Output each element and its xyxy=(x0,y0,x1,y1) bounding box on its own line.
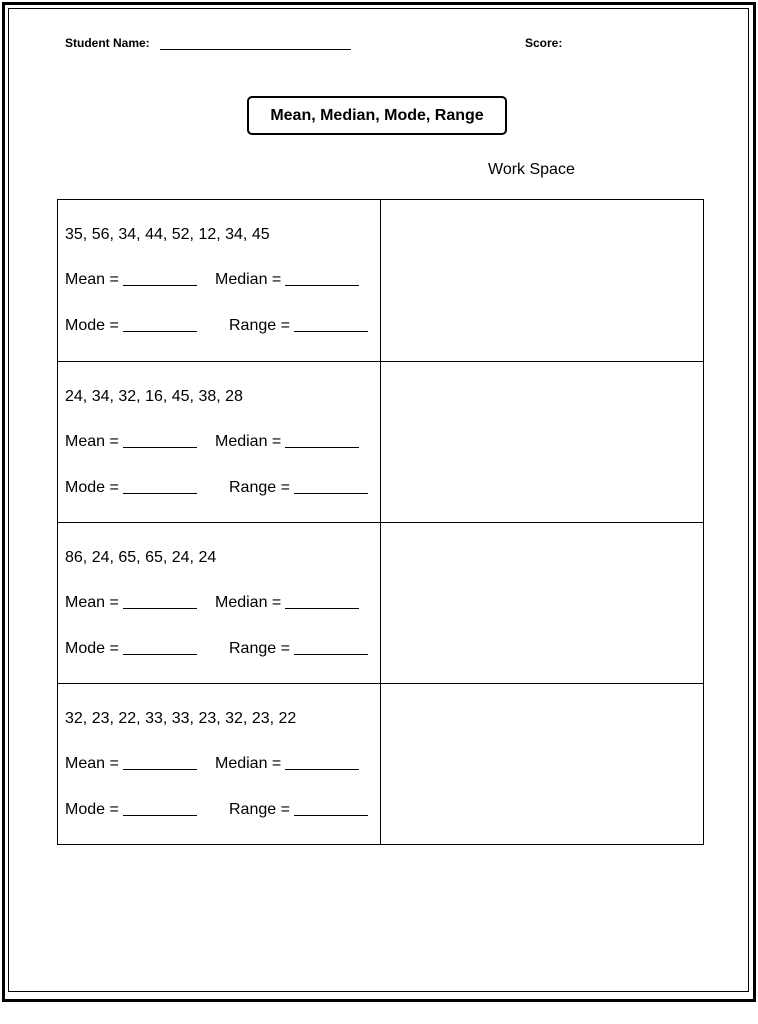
problem-row xyxy=(58,200,703,361)
number-set: 35, 56, 34, 44, 52, 12, 34, 45 xyxy=(65,226,270,243)
number-set: 24, 34, 32, 16, 45, 38, 28 xyxy=(65,388,243,405)
problem-cell xyxy=(58,523,381,684)
student-name-label: Student Name: xyxy=(65,36,150,50)
mode-answer xyxy=(65,479,197,497)
range-answer xyxy=(229,317,368,335)
range-label: Range = xyxy=(229,317,290,334)
median-answer xyxy=(215,433,359,451)
number-set: 86, 24, 65, 65, 24, 24 xyxy=(65,549,217,566)
work-space-cell[interactable] xyxy=(381,684,703,845)
problem-row xyxy=(58,683,703,845)
range-blank[interactable] xyxy=(294,815,368,816)
problem-cell xyxy=(58,200,381,361)
student-name-field[interactable] xyxy=(160,49,351,50)
median-answer xyxy=(215,594,359,612)
work-space-label: Work Space xyxy=(488,161,575,178)
range-answer xyxy=(229,801,368,819)
median-answer xyxy=(215,271,359,289)
median-blank[interactable] xyxy=(285,447,359,448)
range-blank[interactable] xyxy=(294,331,368,332)
mode-answer xyxy=(65,801,197,819)
work-space-cell[interactable] xyxy=(381,523,703,684)
mean-answer xyxy=(65,271,197,289)
range-label: Range = xyxy=(229,479,290,496)
score-label: Score: xyxy=(525,36,563,50)
range-blank[interactable] xyxy=(294,654,368,655)
mean-label: Mean = xyxy=(65,755,119,772)
mode-blank[interactable] xyxy=(123,493,197,494)
range-blank[interactable] xyxy=(294,493,368,494)
range-label: Range = xyxy=(229,801,290,818)
range-answer xyxy=(229,640,368,658)
work-space-cell[interactable] xyxy=(381,362,703,523)
median-label: Median = xyxy=(215,271,282,288)
mode-blank[interactable] xyxy=(123,331,197,332)
mean-blank[interactable] xyxy=(123,447,197,448)
mode-blank[interactable] xyxy=(123,815,197,816)
mean-label: Mean = xyxy=(65,594,119,611)
problem-row xyxy=(58,361,703,523)
mode-blank[interactable] xyxy=(123,654,197,655)
problem-grid xyxy=(57,199,704,845)
mode-label: Mode = xyxy=(65,640,119,657)
number-set: 32, 23, 22, 33, 33, 23, 32, 23, 22 xyxy=(65,710,297,727)
range-answer xyxy=(229,479,368,497)
mode-answer xyxy=(65,317,197,335)
work-space-cell[interactable] xyxy=(381,200,703,361)
median-answer xyxy=(215,755,359,773)
problem-cell xyxy=(58,362,381,523)
range-label: Range = xyxy=(229,640,290,657)
worksheet-title-text: Mean, Median, Mode, Range xyxy=(270,106,484,124)
mode-label: Mode = xyxy=(65,479,119,496)
median-blank[interactable] xyxy=(285,608,359,609)
problem-row xyxy=(58,522,703,684)
mode-label: Mode = xyxy=(65,317,119,334)
mean-blank[interactable] xyxy=(123,769,197,770)
median-blank[interactable] xyxy=(285,285,359,286)
median-blank[interactable] xyxy=(285,769,359,770)
mean-answer xyxy=(65,594,197,612)
mean-blank[interactable] xyxy=(123,285,197,286)
mode-label: Mode = xyxy=(65,801,119,818)
mean-answer xyxy=(65,433,197,451)
problem-cell xyxy=(58,684,381,845)
median-label: Median = xyxy=(215,433,282,450)
mean-label: Mean = xyxy=(65,433,119,450)
mean-blank[interactable] xyxy=(123,608,197,609)
median-label: Median = xyxy=(215,755,282,772)
mean-answer xyxy=(65,755,197,773)
median-label: Median = xyxy=(215,594,282,611)
mean-label: Mean = xyxy=(65,271,119,288)
worksheet-title xyxy=(247,96,507,135)
mode-answer xyxy=(65,640,197,658)
